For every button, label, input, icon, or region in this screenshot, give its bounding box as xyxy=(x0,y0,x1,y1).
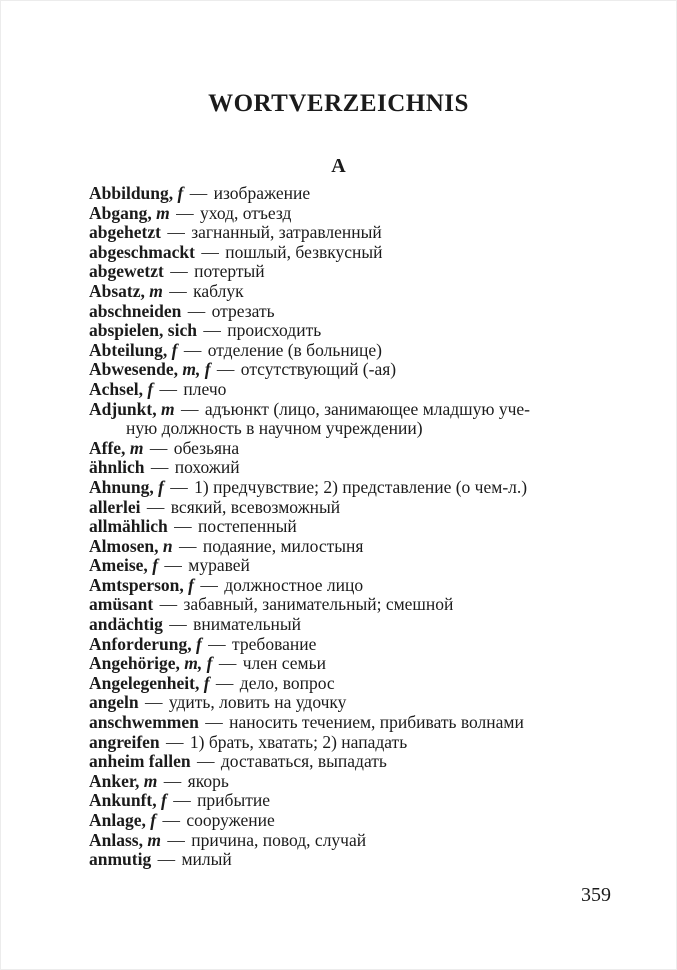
entry-translation: требование xyxy=(232,633,317,654)
entry-gender: m xyxy=(143,770,158,791)
section-letter: A xyxy=(331,155,346,177)
entry-separator: — xyxy=(162,222,190,243)
entry-translation: потертый xyxy=(194,261,265,282)
dictionary-entry xyxy=(89,576,594,596)
entry-separator: — xyxy=(142,496,169,517)
entry-headword: Abgang, xyxy=(89,202,152,223)
entries-list xyxy=(89,184,594,870)
entry-translation: адъюнкт (лицо, занимающее младшую уче- xyxy=(204,398,530,419)
dictionary-entry xyxy=(89,733,594,753)
entry-translation: внимательный xyxy=(193,614,302,635)
dictionary-entry xyxy=(89,811,594,831)
entry-gender: f xyxy=(147,378,154,399)
entry-translation: происходить xyxy=(227,320,322,341)
entry-headword: Amtsperson, xyxy=(89,574,184,595)
dictionary-entry xyxy=(89,517,594,537)
dictionary-entry xyxy=(89,654,594,674)
entry-separator: — xyxy=(203,633,231,654)
entry-translation: сооружение xyxy=(186,810,275,830)
entry-headword: Abbildung, xyxy=(89,183,174,203)
entry-headword: abgehetzt xyxy=(89,222,161,243)
entry-gender: f xyxy=(152,555,159,576)
dictionary-entry xyxy=(89,262,594,282)
entry-separator: — xyxy=(165,261,193,282)
entry-separator: — xyxy=(196,574,223,595)
entry-gender: f xyxy=(177,183,184,203)
entry-headword: Anlage, xyxy=(89,810,146,830)
entry-gender: f xyxy=(158,476,164,497)
entry-translation: каблук xyxy=(193,280,244,301)
entry-separator: — xyxy=(196,241,224,262)
entry-translation: причина, повод, случай xyxy=(191,829,367,850)
entry-headword: Almosen, xyxy=(89,535,159,556)
entry-headword: allmählich xyxy=(89,516,168,537)
entry-translation: прибытие xyxy=(197,790,270,811)
dictionary-entry xyxy=(89,400,594,439)
dictionary-entry xyxy=(89,615,594,635)
entry-gender: m, f xyxy=(182,359,211,380)
entry-gender: f xyxy=(160,790,167,811)
entry-headword: Absatz, xyxy=(89,280,145,301)
entry-headword: abschneiden xyxy=(89,300,182,321)
entry-separator: — xyxy=(165,476,193,497)
dictionary-entry xyxy=(89,243,594,263)
entry-translation: должностное лицо xyxy=(224,574,364,595)
dictionary-entry xyxy=(89,752,594,772)
dictionary-entry xyxy=(89,439,594,459)
entry-gender: f xyxy=(171,339,178,360)
dictionary-entry xyxy=(89,478,594,498)
entry-separator: — xyxy=(179,339,206,360)
entry-separator: — xyxy=(168,790,196,811)
page-title: WORTVERZEICHNIS xyxy=(208,90,469,117)
dictionary-entry xyxy=(89,791,594,811)
entry-translation: похожий xyxy=(174,457,240,478)
entry-gender: m xyxy=(149,280,163,301)
entry-separator: — xyxy=(185,183,212,203)
dictionary-entry xyxy=(89,223,594,243)
dictionary-entry xyxy=(89,674,594,694)
entry-gender: m xyxy=(160,398,175,419)
entry-gender: m xyxy=(156,202,170,223)
entry-headword: Ahnung, xyxy=(89,476,154,497)
entry-translation: обезьяна xyxy=(173,437,240,458)
entry-separator: — xyxy=(212,359,239,380)
entry-headword: angeln xyxy=(89,692,139,713)
entry-separator: — xyxy=(200,712,228,733)
entry-separator: — xyxy=(164,614,192,635)
entry-headword: Adjunkt, xyxy=(89,398,157,419)
entry-headword: andächtig xyxy=(89,614,163,635)
entry-translation: якорь xyxy=(187,770,229,791)
dictionary-entry xyxy=(89,537,594,557)
entry-headword: anmutig xyxy=(89,849,152,870)
entry-translation: постепенный xyxy=(198,516,297,537)
page-number: 359 xyxy=(581,884,611,906)
dictionary-entry xyxy=(89,713,594,733)
entry-separator: — xyxy=(174,535,201,556)
entry-translation: плечо xyxy=(183,378,227,399)
entry-translation: отсутствующий (-ая) xyxy=(240,359,397,380)
entry-headword: abgewetzt xyxy=(89,261,164,282)
entry-gender: f xyxy=(150,810,157,830)
entry-headword: Ankunft, xyxy=(89,790,157,811)
dictionary-entry xyxy=(89,556,594,576)
entry-translation: 1) брать, хватать; 2) нападать xyxy=(189,731,408,752)
entry-headword: Anlass, xyxy=(89,829,143,850)
entry-headword: Anker, xyxy=(89,770,140,791)
entry-translation: подаяние, милостыня xyxy=(202,535,364,556)
dictionary-entry xyxy=(89,282,594,302)
entry-separator: — xyxy=(176,398,203,419)
entry-separator: — xyxy=(198,320,226,341)
entry-translation: доставаться, выпадать xyxy=(220,751,387,772)
entry-separator: — xyxy=(159,770,186,791)
entry-separator: — xyxy=(153,849,180,870)
entry-separator: — xyxy=(146,457,173,478)
entry-headword: ähnlich xyxy=(89,457,145,478)
entry-separator: — xyxy=(192,751,219,772)
entry-translation: муравей xyxy=(188,555,250,576)
dictionary-entry xyxy=(89,831,594,851)
dictionary-entry xyxy=(89,184,594,204)
entry-gender: f xyxy=(203,672,210,693)
entry-separator: — xyxy=(140,692,167,713)
entry-gender: m xyxy=(129,437,144,458)
dictionary-entry xyxy=(89,595,594,615)
entry-separator: — xyxy=(160,555,187,576)
entry-headword: Anforderung, xyxy=(89,633,192,654)
entry-gender: f xyxy=(188,574,194,595)
dictionary-entry xyxy=(89,380,594,400)
entry-translation: загнанный, затравленный xyxy=(191,222,382,243)
dictionary-entry xyxy=(89,360,594,380)
entry-headword: amüsant xyxy=(89,594,154,615)
entry-separator: — xyxy=(162,829,190,850)
entry-headword: angreifen xyxy=(89,731,160,752)
entry-headword: Angehörige, xyxy=(89,653,180,674)
entry-separator: — xyxy=(161,731,188,752)
dictionary-entry xyxy=(89,341,594,361)
entry-separator: — xyxy=(145,437,172,458)
entry-headword: Abwesende, xyxy=(89,359,178,380)
entry-gender: f xyxy=(195,633,202,654)
entry-separator: — xyxy=(211,672,238,693)
dictionary-entry xyxy=(89,635,594,655)
entry-separator: — xyxy=(214,653,241,674)
entry-translation: изображение xyxy=(213,183,311,203)
dictionary-entry xyxy=(89,850,594,870)
entry-separator: — xyxy=(158,810,185,830)
dictionary-entry xyxy=(89,693,594,713)
entry-translation: удить, ловить на удочку xyxy=(168,692,347,713)
entry-headword: Angelegenheit, xyxy=(89,672,200,693)
entry-gender: m, f xyxy=(184,653,213,674)
dictionary-entry xyxy=(89,772,594,792)
entry-headword: abspielen, sich xyxy=(89,320,197,341)
entry-headword: Abteilung, xyxy=(89,339,168,360)
dictionary-entry xyxy=(89,498,594,518)
entry-gender: m xyxy=(147,829,161,850)
entry-translation: член семьи xyxy=(242,653,326,674)
dictionary-entry xyxy=(89,458,594,478)
dictionary-entry xyxy=(89,321,594,341)
entry-translation: милый xyxy=(181,849,232,870)
entry-separator: — xyxy=(155,594,182,615)
entry-headword: anschwemmen xyxy=(89,712,199,733)
entry-headword: Ameise, xyxy=(89,555,148,576)
entry-headword: Affe, xyxy=(89,437,126,458)
entry-gender: n xyxy=(162,535,173,556)
entry-translation: отделение (в больнице) xyxy=(207,339,383,360)
entry-translation: пошлый, безвкусный xyxy=(225,241,383,262)
entry-translation: уход, отъезд xyxy=(199,202,292,223)
entry-translation: забавный, занимательный; смешной xyxy=(183,594,454,615)
dictionary-entry xyxy=(89,204,594,224)
entry-separator: — xyxy=(171,202,198,223)
entry-separator: — xyxy=(155,378,182,399)
entry-translation: дело, вопрос xyxy=(239,672,335,693)
entry-headword: anheim fallen xyxy=(89,751,191,772)
entry-translation: отрезать xyxy=(211,300,275,321)
entry-translation: 1) предчувствие; 2) представление (о чем-л.) xyxy=(194,476,528,497)
entry-translation: наносить течением, прибивать волнами xyxy=(229,712,524,733)
entry-headword: Achsel, xyxy=(89,378,143,399)
entry-translation-continuation: ную должность в научном учреждении) xyxy=(126,418,423,439)
entry-headword: abgeschmackt xyxy=(89,241,195,262)
entry-headword: allerlei xyxy=(89,496,141,517)
entry-separator: — xyxy=(169,516,197,537)
entry-separator: — xyxy=(183,300,210,321)
dictionary-entry xyxy=(89,302,594,322)
entry-translation: всякий, всевозможный xyxy=(170,496,341,517)
entry-separator: — xyxy=(164,280,192,301)
